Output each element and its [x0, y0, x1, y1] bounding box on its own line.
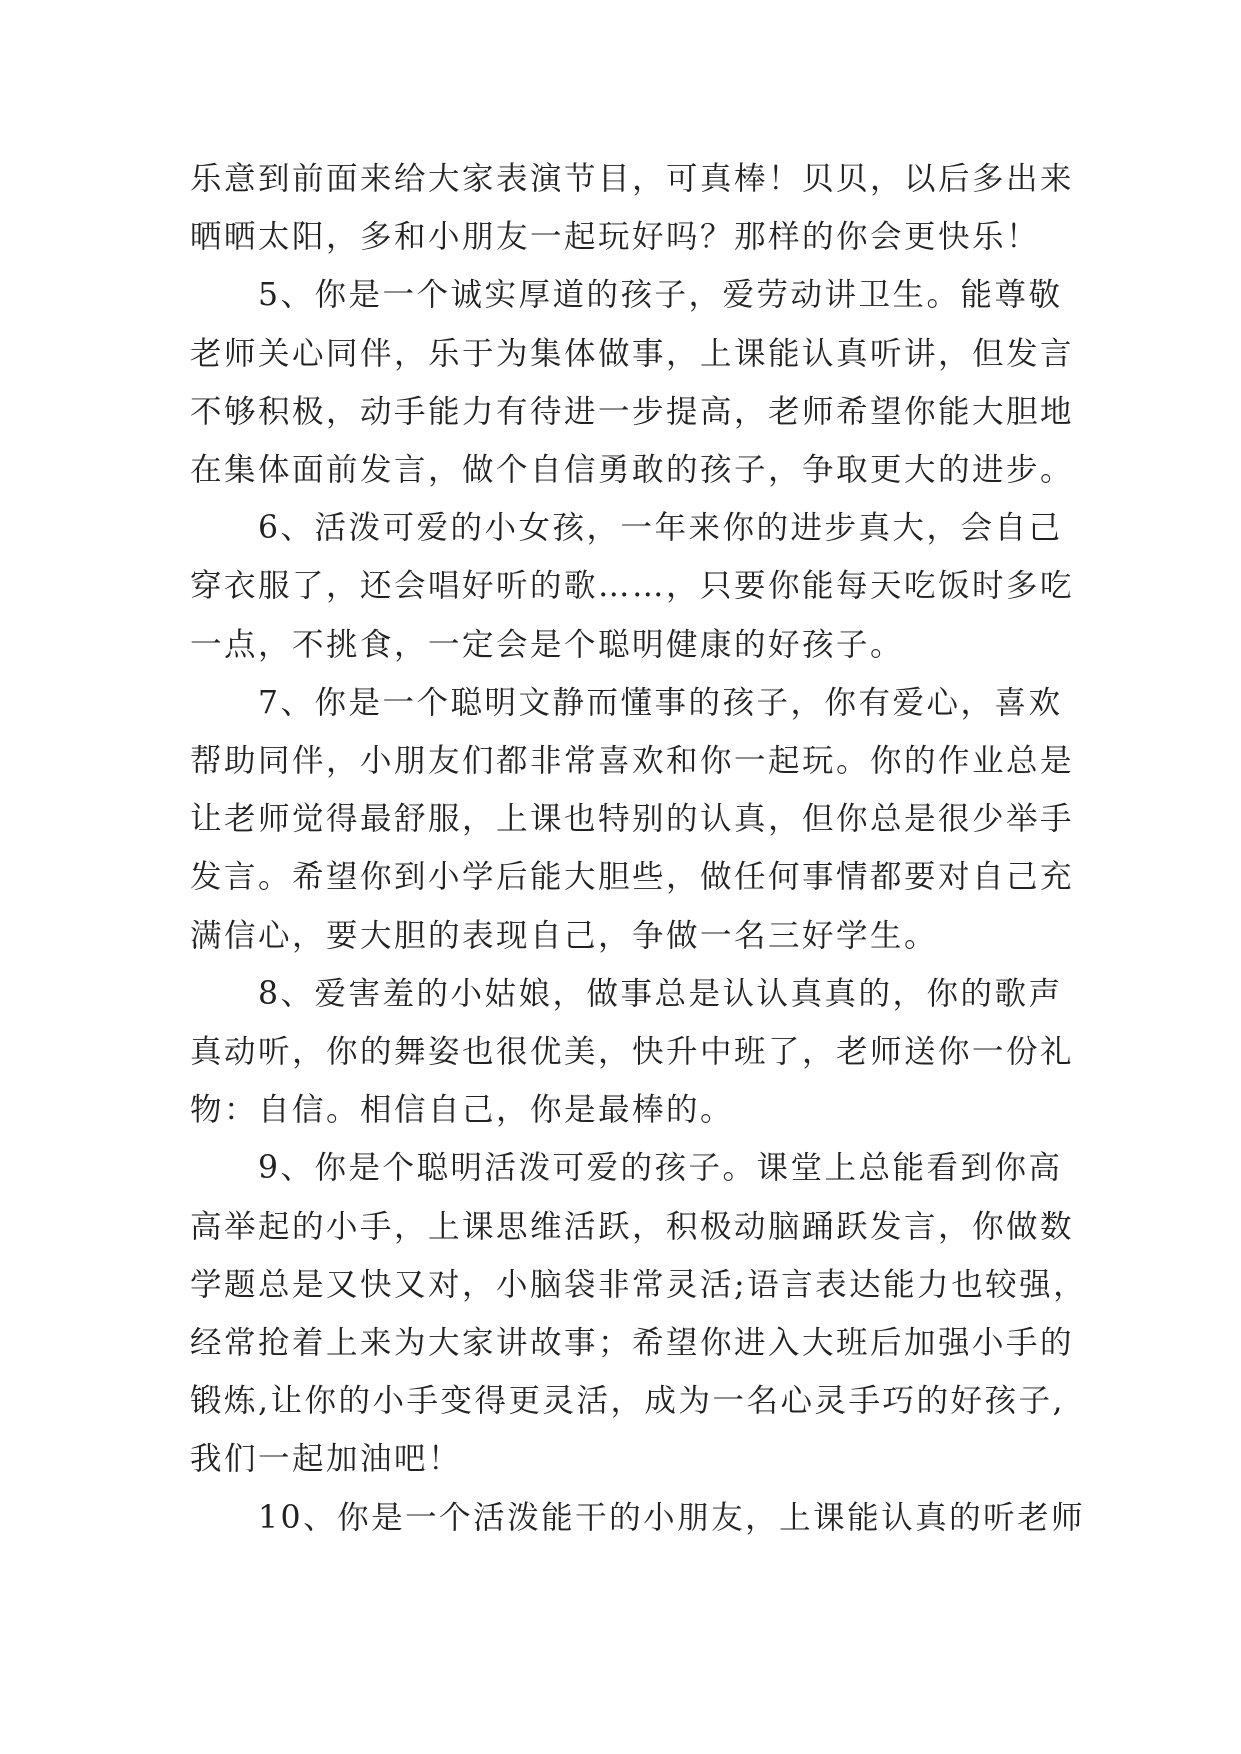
text-line: 让老师觉得最舒服，上课也特别的认真，但你总是很少举手	[190, 801, 1075, 838]
text-line: 乐意到前面来给大家表演节目，可真棒！贝贝，以后多出来	[190, 161, 1075, 197]
text-line: 8、爱害羞的小姑娘，做事总是认认真真的，你的歌声	[258, 975, 1063, 1012]
text-line: 6、活泼可爱的小女孩，一年来你的进步真大，会自己	[258, 510, 1063, 547]
paragraph-comment-5	[190, 266, 1075, 499]
text-line: 在集体面前发言，做个自信勇敢的孩子，争取更大的进步。	[190, 452, 1075, 489]
text-line: 10、你是一个活泼能干的小朋友，上课能认真的听老师	[258, 1499, 1086, 1536]
document-body	[190, 150, 1088, 1547]
text-line: 老师关心同伴，乐于为集体做事，上课能认真听讲，但发言	[190, 335, 1075, 372]
text-line: 穿衣服了，还会唱好听的歌……，只要你能每天吃饭时多吃	[190, 568, 1075, 605]
text-line: 物：自信。相信自己，你是最棒的。	[190, 1092, 735, 1129]
text-line: 晒晒太阳，多和小朋友一起玩好吗？那样的你会更快乐！	[190, 219, 1041, 256]
text-line: 真动听，你的舞姿也很优美，快升中班了，老师送你一份礼	[190, 1034, 1075, 1071]
text-line: 7、你是一个聪明文静而懂事的孩子，你有爱心，喜欢	[258, 684, 1063, 721]
text-line: 一点，不挑食，一定会是个聪明健康的好孩子。	[190, 626, 905, 663]
paragraph-comment-9	[190, 1139, 1088, 1488]
text-line: 我们一起加油吧！	[190, 1441, 463, 1478]
text-line: 帮助同伴，小朋友们都非常喜欢和你一起玩。你的作业总是	[190, 743, 1075, 780]
text-line: 高举起的小手，上课思维活跃，积极动脑踊跃发言，你做数	[190, 1208, 1075, 1245]
text-line: 不够积极，动手能力有待进一步提高，老师希望你能大胆地	[190, 393, 1075, 430]
text-line: 9、你是个聪明活泼可爱的孩子。课堂上总能看到你高	[258, 1150, 1063, 1187]
text-line: 锻炼,让你的小手变得更灵活，成为一名心灵手巧的好孩子,	[190, 1383, 1066, 1420]
paragraph-comment-8	[190, 965, 1075, 1140]
text-line: 满信心，要大胆的表现自己，争做一名三好学生。	[190, 917, 939, 954]
paragraph-comment-10	[190, 1489, 1086, 1547]
text-line: 发言。希望你到小学后能大胆些，做任何事情都要对自己充	[190, 859, 1075, 896]
text-line: 5、你是一个诚实厚道的孩子，爱劳动讲卫生。能尊敬	[258, 277, 1063, 314]
paragraph-continued	[190, 150, 1075, 266]
text-line: 学题总是又快又对，小脑袋非常灵活;语言表达能力也较强，	[190, 1266, 1088, 1303]
paragraph-comment-6	[190, 499, 1075, 674]
paragraph-comment-7	[190, 674, 1075, 965]
text-line: 经常抢着上来为大家讲故事；希望你进入大班后加强小手的	[190, 1325, 1075, 1362]
